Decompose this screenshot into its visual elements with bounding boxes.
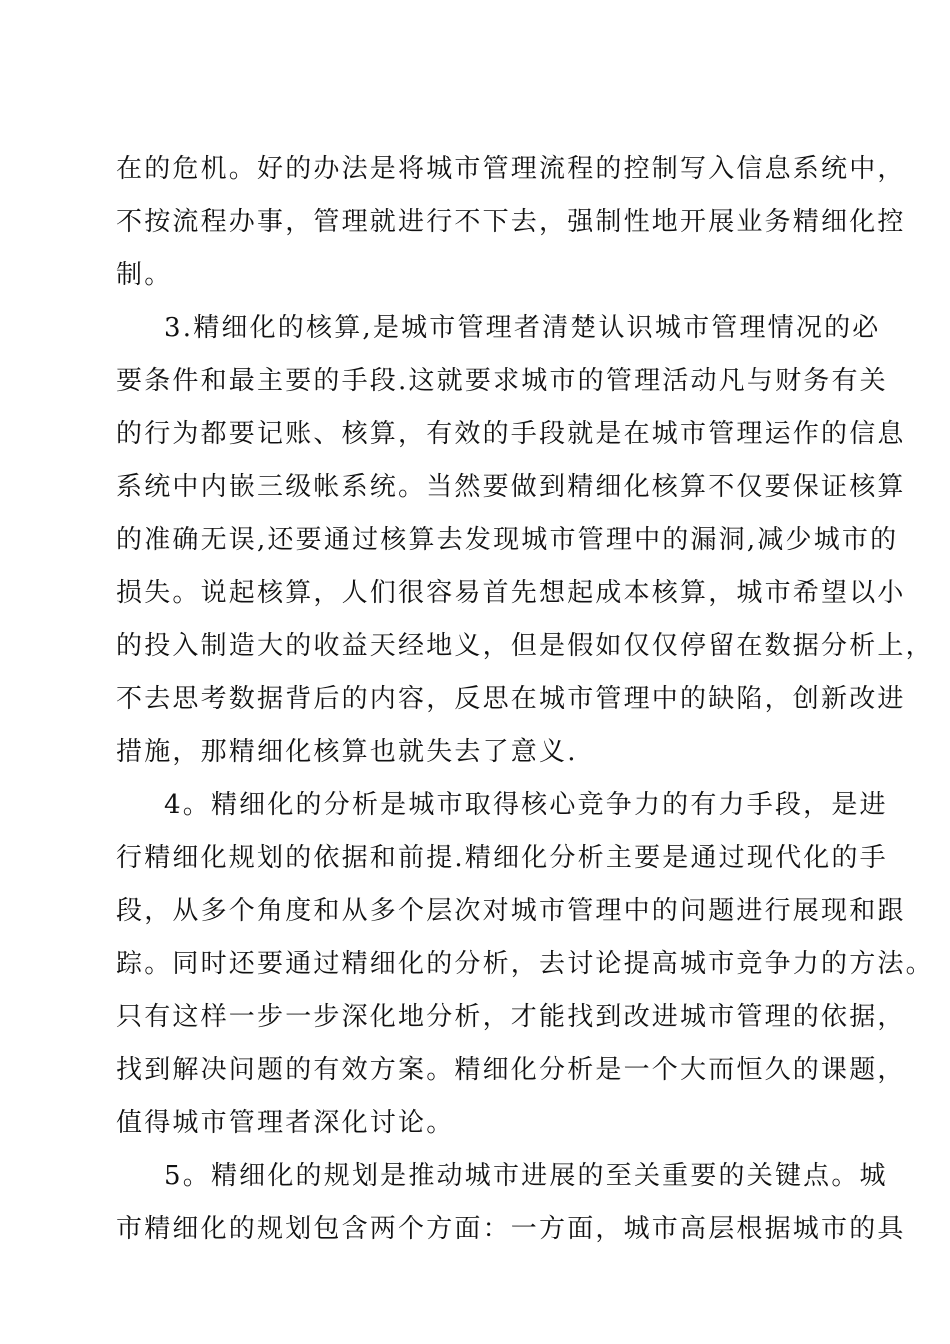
text-line: 4。精细化的分析是城市取得核心竞争力的有力手段，是进 (164, 790, 888, 820)
text-line: 的投入制造大的收益天经地义，但是假如仅仅停留在数据分析上， (116, 631, 934, 661)
text-line: 制。 (116, 260, 173, 290)
text-line: 措施，那精细化核算也就失去了意义. (116, 737, 578, 767)
text-line: 不按流程办事，管理就进行不下去，强制性地开展业务精细化控 (116, 207, 906, 237)
text-line: 的准确无误,还要通过核算去发现城市管理中的漏洞,减少城市的 (116, 525, 899, 555)
text-line: 的行为都要记账、核算，有效的手段就是在城市管理运作的信息 (116, 419, 906, 449)
text-line: 值得城市管理者深化讨论。 (116, 1108, 455, 1138)
text-line: 行精细化规划的依据和前提.精细化分析主要是通过现代化的手 (116, 843, 888, 873)
text-line: 只有这样一步一步深化地分析，才能找到改进城市管理的依据， (116, 1002, 906, 1032)
text-line: 系统中内嵌三级帐系统。当然要做到精细化核算不仅要保证核算 (116, 472, 906, 502)
text-line: 5。精细化的规划是推动城市进展的至关重要的关键点。城 (164, 1161, 888, 1191)
text-line: 段，从多个角度和从多个层次对城市管理中的问题进行展现和跟 (116, 896, 906, 926)
text-line: 3.精细化的核算,是城市管理者清楚认识城市管理情况的必 (164, 313, 881, 343)
text-line: 找到解决问题的有效方案。精细化分析是一个大而恒久的课题， (116, 1055, 906, 1085)
text-line: 踪。同时还要通过精细化的分析，去讨论提高城市竞争力的方法。 (116, 949, 934, 979)
text-line: 损失。说起核算，人们很容易首先想起成本核算，城市希望以小 (116, 578, 906, 608)
text-line: 要条件和最主要的手段.这就要求城市的管理活动凡与财务有关 (116, 366, 888, 396)
text-line: 市精细化的规划包含两个方面：一方面，城市高层根据城市的具 (116, 1214, 906, 1244)
text-line: 在的危机。好的办法是将城市管理流程的控制写入信息系统中， (116, 154, 906, 184)
text-line: 不去思考数据背后的内容，反思在城市管理中的缺陷，创新改进 (116, 684, 906, 714)
